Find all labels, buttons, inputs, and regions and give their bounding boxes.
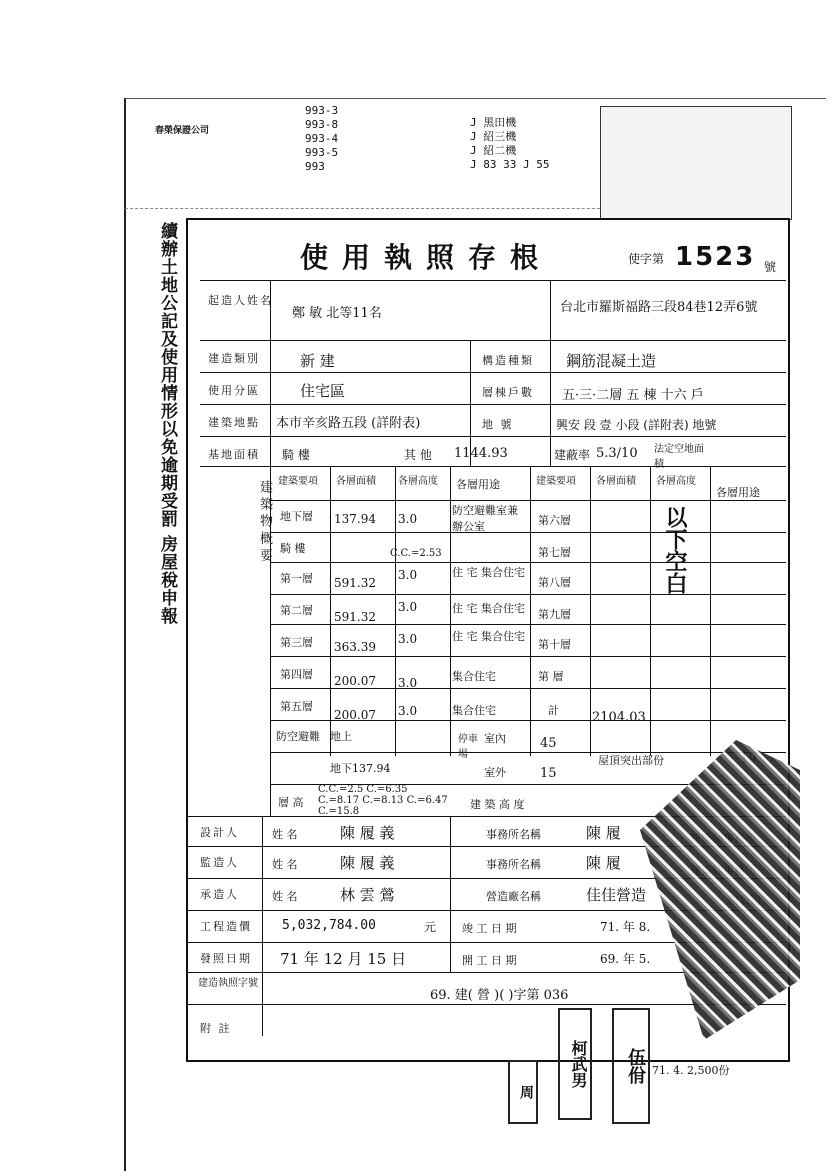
coverage-value: 5.3/10 bbox=[596, 446, 638, 461]
code: 993-8 bbox=[305, 118, 339, 131]
issue-value: 71 年 12 月 15 日 bbox=[280, 950, 407, 968]
floor-use: 集合住宅 bbox=[452, 670, 496, 683]
supervisor-office: 陳 履 bbox=[586, 854, 621, 872]
floor-name: 第四層 bbox=[280, 668, 313, 681]
arcade-label: 騎 樓 bbox=[282, 448, 310, 462]
license-number: 1523 bbox=[675, 242, 756, 272]
company-label: 營造廠名稱 bbox=[486, 890, 541, 903]
attachment-labels bbox=[470, 116, 549, 172]
floor-name: 第六層 bbox=[538, 514, 571, 527]
start-value: 69. 年 5. bbox=[600, 952, 651, 966]
designer-name: 陳 履 義 bbox=[340, 824, 395, 842]
other-area: 1144.93 bbox=[454, 446, 508, 461]
section-label: 建 築 物 概 要 bbox=[257, 480, 272, 562]
cost-unit: 元 bbox=[424, 920, 437, 934]
floor-area: 591.32 bbox=[334, 576, 376, 590]
col-header: 各層面積 bbox=[596, 476, 636, 487]
floor-name: 第一層 bbox=[280, 572, 313, 585]
supervisor-name: 陳 履 義 bbox=[340, 854, 395, 872]
issue-label: 發照日期 bbox=[200, 952, 252, 965]
attachment-label: 春榮保證公司 bbox=[155, 126, 210, 136]
license-no-label: 使字第 bbox=[628, 252, 665, 266]
open-space-label: 法定空地面積 bbox=[654, 444, 704, 470]
floor-name: 第十層 bbox=[538, 638, 571, 651]
owner-label: 起造人姓名 bbox=[208, 294, 273, 307]
name-label: 姓 名 bbox=[272, 858, 298, 871]
shelter-above: 地上 bbox=[330, 730, 352, 743]
completion-value: 71. 年 8. bbox=[600, 920, 651, 934]
signature-stamp: 伍佾 bbox=[612, 1008, 650, 1124]
floor-name: 地下層 bbox=[280, 510, 313, 523]
floor-height: 3.0 bbox=[398, 600, 418, 614]
floor-area: 137.94 bbox=[334, 512, 376, 526]
floor-height: 3.0 bbox=[398, 704, 418, 718]
attachment-stamp bbox=[155, 126, 275, 137]
contractor-company: 佳佳營造 bbox=[586, 886, 647, 904]
building-category-value: 新 建 bbox=[300, 352, 335, 370]
code: 993 bbox=[305, 160, 325, 173]
office-label: 事務所名稱 bbox=[486, 828, 541, 841]
license-no-suffix: 號 bbox=[764, 260, 777, 274]
floor-name: 騎 樓 bbox=[280, 542, 306, 555]
floor-name: 第九層 bbox=[538, 608, 571, 621]
col-header: 各層用途 bbox=[456, 478, 500, 491]
contractor-name: 林 雲 鶯 bbox=[340, 886, 395, 904]
completion-label: 竣 工 日 期 bbox=[462, 922, 517, 935]
floor-name: 第七層 bbox=[538, 546, 571, 559]
cost-value: 5,032,784.00 bbox=[282, 918, 376, 933]
floor-name: 第 層 bbox=[538, 670, 564, 683]
floor-use: 住 宅 集合住宅 bbox=[452, 602, 525, 615]
other-label: 其 他 bbox=[404, 448, 432, 462]
col-header: 各層用途 bbox=[716, 486, 760, 499]
lot-value: 興安 段 壹 小段 (詳附表) 地號 bbox=[556, 418, 717, 432]
shelter-below: 地下137.94 bbox=[330, 762, 391, 775]
lot-label: 地 號 bbox=[482, 418, 514, 431]
floor-area: 363.39 bbox=[334, 640, 376, 654]
code: 993-3 bbox=[305, 104, 339, 117]
office-label: 事務所名稱 bbox=[486, 858, 541, 871]
supervisor-label: 監造人 bbox=[200, 856, 239, 869]
label: J 紹三機 bbox=[470, 130, 517, 143]
building-height-label: 建 築 高 度 bbox=[470, 798, 525, 811]
site-label: 建築地點 bbox=[208, 416, 260, 429]
attachment-codes bbox=[305, 104, 338, 174]
col-header: 建築要項 bbox=[536, 476, 576, 487]
side-note: 續辦土地公記及使用情形以免逾期受罰 房屋稅申報 bbox=[157, 222, 177, 625]
floor-name: 第八層 bbox=[538, 576, 571, 589]
permit-value: 69. 建( 營 )( )字第 036 bbox=[430, 988, 569, 1003]
signature-stamp: 柯武男 bbox=[558, 1008, 592, 1120]
zoning-value: 住宅區 bbox=[300, 382, 346, 400]
parking-outdoor: 15 bbox=[540, 766, 557, 781]
col-header: 各層面積 bbox=[336, 476, 376, 487]
print-note: 71. 4. 2,500份 bbox=[652, 1064, 730, 1077]
floor-area: 591.32 bbox=[334, 610, 376, 624]
start-label: 開 工 日 期 bbox=[462, 954, 517, 967]
heights-values: C.C.=2.5 C.=6.35 C.=8.17 C.=8.13 C.=6.47 C.=15.8 bbox=[318, 784, 448, 817]
coverage-label: 建蔽率 bbox=[554, 448, 591, 462]
code: 993-4 bbox=[305, 132, 339, 145]
address-value: 台北市羅斯福路三段84巷12弄6號 bbox=[560, 300, 758, 315]
floor-area: 200.07 bbox=[334, 674, 376, 688]
zoning-label: 使用分區 bbox=[208, 384, 260, 397]
floor-use: 防空避難室兼辦公室 bbox=[452, 504, 518, 533]
site-value: 本市辛亥路五段 (詳附表) bbox=[276, 416, 421, 431]
attached-slip bbox=[125, 98, 645, 209]
empty-note: 以下空白 bbox=[662, 506, 688, 594]
label: J 紹二機 bbox=[470, 144, 517, 157]
floor-name: 第三層 bbox=[280, 636, 313, 649]
floor-use: 住 宅 集合住宅 bbox=[452, 566, 525, 579]
label: J 黑田機 bbox=[470, 116, 517, 129]
parking-label: 停車場 bbox=[458, 734, 478, 760]
contractor-label: 承造人 bbox=[200, 888, 239, 901]
floor-height: 3.0 bbox=[398, 568, 418, 582]
shelter-label: 防空避難 bbox=[276, 730, 320, 743]
remark-label: 附 註 bbox=[200, 1022, 232, 1035]
designer-label: 設計人 bbox=[200, 826, 239, 839]
parking-outdoor-label: 室外 bbox=[484, 766, 506, 779]
building-category-label: 建造類別 bbox=[208, 352, 260, 365]
code: J 83 33 J 55 bbox=[470, 158, 550, 171]
floors-label: 層棟戶數 bbox=[482, 386, 534, 399]
col-header: 建築要項 bbox=[278, 476, 318, 487]
floor-name: 第五層 bbox=[280, 700, 313, 713]
floor-height: 3.0 bbox=[398, 676, 418, 690]
permit-label: 建造執照字號 bbox=[198, 978, 258, 989]
floor-height: C.C.=2.53 bbox=[390, 548, 442, 559]
designer-office: 陳 履 bbox=[586, 824, 621, 842]
floor-height: 3.0 bbox=[398, 512, 418, 526]
col-header: 各層高度 bbox=[398, 476, 438, 487]
cost-label: 工程造價 bbox=[200, 920, 252, 933]
col-header: 各層高度 bbox=[656, 476, 696, 487]
floor-name: 第二層 bbox=[280, 604, 313, 617]
floor-use: 住 宅 集合住宅 bbox=[452, 630, 525, 643]
floor-use: 集合住宅 bbox=[452, 704, 496, 717]
structure-type-value: 鋼筋混凝土造 bbox=[566, 352, 657, 370]
roof-label: 屋頂突出部份 bbox=[598, 754, 664, 767]
page-title: 使用執照存根 bbox=[300, 241, 553, 274]
total-area: 2104.03 bbox=[592, 710, 646, 725]
total-label: 計 bbox=[548, 704, 559, 717]
area-label: 基地面積 bbox=[208, 448, 260, 461]
signature-stamp: 周 bbox=[508, 1060, 538, 1124]
attached-note bbox=[600, 106, 792, 220]
floor-height: 3.0 bbox=[398, 632, 418, 646]
owner-value: 鄭 敏 北等11名 bbox=[292, 306, 382, 321]
floor-height-label: 層 高 bbox=[278, 796, 304, 809]
parking-indoor-label: 室內 bbox=[484, 732, 506, 745]
floors-value: 五·三·二層 五 棟 十六 戶 bbox=[562, 388, 704, 403]
parking-indoor: 45 bbox=[540, 736, 557, 751]
name-label: 姓 名 bbox=[272, 828, 298, 841]
code: 993-5 bbox=[305, 146, 339, 159]
floor-area: 200.07 bbox=[334, 708, 376, 722]
name-label: 姓 名 bbox=[272, 890, 298, 903]
structure-type-label: 構造種類 bbox=[482, 354, 534, 367]
